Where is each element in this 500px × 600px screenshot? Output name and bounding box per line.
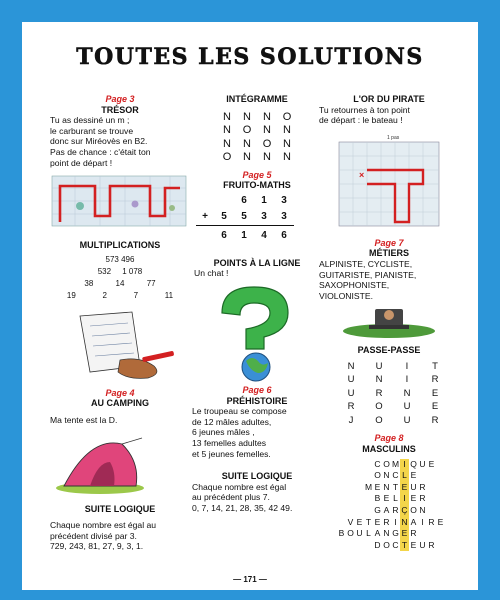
masculins-row xyxy=(319,505,459,517)
suite2-line: au précédent plus 7. xyxy=(192,492,270,503)
metiers-page: Page 7 xyxy=(374,237,404,248)
masculins-highlight-letter: E xyxy=(401,528,408,539)
masculins-letter: U xyxy=(419,539,426,550)
masculins-letter: C xyxy=(392,539,399,550)
masculins-letter: T xyxy=(365,516,372,527)
masculins-letter: R xyxy=(419,481,426,492)
integramme-cell: O xyxy=(282,110,292,123)
pyramid-row xyxy=(50,266,190,278)
paper-hand-illustration xyxy=(50,310,190,382)
metiers-line: GUITARISTE, PIANISTE, xyxy=(319,269,417,280)
pirate-map-illustration xyxy=(319,132,459,232)
suite1-line: Chaque nombre est égal au xyxy=(50,520,157,531)
masculins-letter: C xyxy=(392,470,399,481)
prehistoire-text xyxy=(192,406,322,459)
fruito-digit: 1 xyxy=(261,194,267,206)
integramme-cell: N xyxy=(263,110,271,123)
tresor-line: Pas de chance : c'était ton xyxy=(50,146,151,157)
pyramid-cell: 1 078 xyxy=(122,266,143,276)
integramme-cell: O xyxy=(222,151,232,164)
integramme-cell: N xyxy=(243,137,251,150)
suite1-text xyxy=(50,520,190,552)
points-heading: POINTS À LA LIGNE xyxy=(213,257,301,268)
masculins-letter: R xyxy=(428,539,435,550)
fruito-digit: 1 xyxy=(241,229,247,241)
masculins-highlight-letter: L xyxy=(400,470,409,482)
integramme-grid xyxy=(192,111,322,165)
masculins-letter: T xyxy=(392,481,399,492)
passe-cell: U xyxy=(403,401,411,413)
suite2-text xyxy=(192,482,322,514)
masculins-highlight-letter: T xyxy=(401,539,408,550)
passe-cell: R xyxy=(347,401,355,413)
tresor-map-illustration xyxy=(50,174,190,230)
masculins-row xyxy=(319,517,459,529)
pyramid-row xyxy=(50,278,190,290)
masculins-letter: U xyxy=(419,458,426,469)
passe-cell: N xyxy=(347,360,355,372)
integramme-cell: N xyxy=(243,110,251,123)
prehistoire-heading: PRÉHISTOIRE xyxy=(226,395,288,406)
passe-cell: R xyxy=(431,414,439,426)
or-pirate-text xyxy=(319,105,459,126)
pyramid-cell: 77 xyxy=(146,278,156,288)
passe-cell: I xyxy=(405,360,409,372)
fruito-digit: 3 xyxy=(281,194,287,206)
prehistoire-line: et 5 jeunes femelles. xyxy=(192,448,271,459)
fruito-digit: 3 xyxy=(281,210,287,222)
passe-cell: O xyxy=(375,414,383,426)
masculins-letter: E xyxy=(428,458,435,469)
pyramid-cell: 573 496 xyxy=(105,254,135,264)
pyramid-row xyxy=(50,254,190,266)
masculins-letter: N xyxy=(383,481,390,492)
tresor-page: Page 3 xyxy=(105,94,135,104)
passe-row xyxy=(337,400,459,414)
masculins-letter: E xyxy=(410,493,417,504)
or-pirate-line: de départ : le bateau ! xyxy=(319,115,403,126)
tresor-heading: TRÉSOR xyxy=(101,104,139,115)
masculins-letter: O xyxy=(383,458,390,469)
masculins-letter: V xyxy=(347,516,354,527)
tresor-line: donc sur Miréovès en B2. xyxy=(50,136,148,147)
masculins-letter: E xyxy=(383,493,390,504)
passe-cell: R xyxy=(431,374,439,386)
masculins-letter: B xyxy=(374,493,381,504)
prehistoire-line: de 12 mâles adultes, xyxy=(192,416,272,427)
multiplications-heading: MULTIPLICATIONS xyxy=(79,240,161,251)
metiers-line: ALPINISTE, CYCLISTE, xyxy=(319,258,413,269)
passe-row xyxy=(337,414,459,428)
fruito-digit: 4 xyxy=(261,229,267,241)
masculins-highlight-letter: E xyxy=(401,481,408,492)
suite2-line: 0, 7, 14, 21, 28, 35, 42 49. xyxy=(192,502,293,513)
camping-heading: AU CAMPING xyxy=(91,398,149,409)
page-number: — 171 — xyxy=(233,575,267,584)
passe-cell: E xyxy=(431,401,439,413)
masculins-row xyxy=(319,470,459,482)
passe-row xyxy=(337,387,459,401)
masculins-letter: O xyxy=(383,539,390,550)
masculins-letter: R xyxy=(428,516,435,527)
or-pirate-line: Tu retournes à ton point xyxy=(319,104,410,115)
multiplications-pyramid xyxy=(50,254,190,302)
masculins-letter: E xyxy=(410,539,417,550)
integramme-heading: INTÉGRAMME xyxy=(226,94,288,104)
pyramid-row xyxy=(50,290,190,302)
passe-cell: O xyxy=(375,401,383,413)
masculins-letter: U xyxy=(356,528,363,539)
tresor-line: Tu as dessiné un m ; xyxy=(50,115,130,126)
masculins-letter: C xyxy=(374,458,381,469)
prehistoire-line: Le troupeau se compose xyxy=(192,406,287,417)
integramme-cell: N xyxy=(263,151,271,164)
pyramid-cell: 19 xyxy=(66,290,76,300)
masculins-letter: A xyxy=(383,505,390,515)
masculins-letter: E xyxy=(374,481,381,492)
magician-illustration xyxy=(319,305,459,339)
pyramid-cell: 11 xyxy=(164,290,174,300)
passe-cell: R xyxy=(375,387,383,399)
passe-cell: U xyxy=(403,414,411,426)
fruito-row-1 xyxy=(214,193,322,209)
camping-text: Ma tente est la D. xyxy=(50,414,118,425)
integramme-row xyxy=(192,124,322,138)
masculins-letter: R xyxy=(419,493,426,504)
column-middle xyxy=(192,92,322,514)
metiers-heading: MÉTIERS xyxy=(368,248,409,259)
points-text: Un chat ! xyxy=(194,268,229,279)
solutions-sheet xyxy=(22,22,478,590)
masculins-letter: B xyxy=(338,528,345,539)
passe-cell: U xyxy=(375,360,383,372)
passe-cell: E xyxy=(431,387,439,399)
question-mark-globe-illustration xyxy=(192,283,322,383)
pyramid-cell: 532 xyxy=(97,266,112,276)
masculins-highlight-letter: I xyxy=(400,493,409,505)
fruito-addition xyxy=(202,193,322,244)
integramme-cell: N xyxy=(243,151,251,164)
passe-row xyxy=(337,360,459,374)
pyramid-cell: 2 xyxy=(102,290,107,300)
fruito-row-2 xyxy=(196,209,294,226)
masculins-letter: M xyxy=(391,458,400,469)
or-pirate-heading: L'OR DU PIRATE xyxy=(353,94,425,104)
masculins-letter: A xyxy=(410,516,417,527)
passe-heading: PASSE-PASSE xyxy=(357,345,421,356)
masculins-letter: O xyxy=(374,470,381,481)
page-title: TOUTES LES SOLUTIONS xyxy=(76,44,424,70)
integramme-cell: N xyxy=(223,110,231,123)
fruito-digit: 5 xyxy=(221,210,227,222)
column-right xyxy=(319,92,459,551)
fruito-result xyxy=(214,228,322,244)
tresor-text xyxy=(50,115,190,168)
suite1-heading: SUITE LOGIQUE xyxy=(84,503,156,514)
passe-cell: U xyxy=(347,387,355,399)
passe-cell: N xyxy=(403,387,411,399)
passe-grid xyxy=(337,360,459,428)
masculins-letter: G xyxy=(392,528,399,539)
fruito-page: Page 5 xyxy=(242,169,272,180)
masculins-letter: R xyxy=(383,516,390,527)
masculins-letter: E xyxy=(374,516,381,527)
masculins-letter: A xyxy=(374,528,381,539)
integramme-row xyxy=(192,111,322,125)
masculins-highlight-letter: N xyxy=(401,516,408,527)
masculins-letter: R xyxy=(410,528,417,539)
integramme-cell: N xyxy=(283,137,291,150)
passe-row xyxy=(337,373,459,387)
metiers-line: SAXOPHONISTE, xyxy=(319,280,390,291)
prehistoire-line: 6 jeunes mâles , xyxy=(192,427,255,438)
masculins-letter: L xyxy=(366,528,371,539)
fruito-digit: 6 xyxy=(281,229,287,241)
masculins-letter: N xyxy=(383,528,390,539)
integramme-cell: O xyxy=(262,137,272,150)
metiers-line: VIOLONISTE. xyxy=(319,290,373,301)
fruito-digit: 5 xyxy=(241,210,247,222)
suite2-heading: SUITE LOGIQUE xyxy=(221,471,293,482)
fruito-operator: + xyxy=(202,210,208,222)
masculins-letter: R xyxy=(392,505,399,515)
fruito-digit: 6 xyxy=(241,194,247,206)
tent-illustration xyxy=(50,432,190,496)
masculins-letter: E xyxy=(356,516,363,527)
prehistoire-line: 13 femelles adultes xyxy=(192,437,267,448)
masculins-letter: N xyxy=(419,505,426,515)
integramme-cell: N xyxy=(283,124,291,137)
passe-cell: N xyxy=(375,374,383,386)
masculins-letter: O xyxy=(410,505,417,515)
map-scale-label: 1 pas xyxy=(387,134,400,141)
masculins-row xyxy=(319,493,459,505)
passe-cell: T xyxy=(432,360,438,372)
masculins-letter: D xyxy=(374,539,381,550)
masculins-letter: Q xyxy=(410,458,417,469)
masculins-letter: I xyxy=(421,516,424,527)
masculins-grid xyxy=(319,459,459,552)
integramme-cell: N xyxy=(263,124,271,137)
pyramid-cell: 14 xyxy=(115,278,125,288)
integramme-cell: N xyxy=(283,151,291,164)
passe-cell: U xyxy=(347,374,355,386)
masculins-letter: O xyxy=(347,528,354,539)
masculins-letter: E xyxy=(410,470,417,481)
integramme-cell: N xyxy=(223,137,231,150)
masculins-letter: E xyxy=(437,516,444,527)
masculins-letter: L xyxy=(393,493,398,504)
masculins-row xyxy=(319,459,459,471)
column-left xyxy=(50,92,190,552)
prehistoire-page: Page 6 xyxy=(242,384,272,395)
integramme-cell: O xyxy=(242,124,252,137)
masculins-heading: MASCULINS xyxy=(362,444,416,455)
passe-cell: I xyxy=(405,374,409,386)
map-cross-mark: × xyxy=(359,169,365,180)
masculins-page: Page 8 xyxy=(374,433,404,444)
masculins-letter: I xyxy=(394,516,397,527)
metiers-text xyxy=(319,259,459,301)
masculins-highlight-letter: I xyxy=(400,459,409,471)
tresor-line: point de départ ! xyxy=(50,157,113,168)
masculins-row xyxy=(319,482,459,494)
fruito-digit: 6 xyxy=(221,229,227,241)
tresor-line: le carburant se trouve xyxy=(50,125,134,136)
masculins-highlight-letter: Ç xyxy=(401,505,408,515)
integramme-row xyxy=(192,138,322,152)
fruito-digit: 3 xyxy=(261,210,267,222)
masculins-letter: G xyxy=(374,505,381,515)
suite2-line: Chaque nombre est égal xyxy=(192,481,287,492)
fruito-heading: FRUITO-MATHS xyxy=(223,180,291,191)
integramme-cell: N xyxy=(223,124,231,137)
masculins-row xyxy=(319,540,459,552)
masculins-row xyxy=(319,528,459,540)
suite1-line: 729, 243, 81, 27, 9, 3, 1. xyxy=(50,541,144,552)
masculins-letter: N xyxy=(383,470,390,481)
passe-cell: J xyxy=(348,414,354,426)
masculins-letter: U xyxy=(410,481,417,492)
suite1-line: précédent divisé par 3. xyxy=(50,530,137,541)
masculins-letter: M xyxy=(364,481,373,492)
pyramid-cell: 7 xyxy=(133,290,139,300)
integramme-row xyxy=(192,151,322,165)
pyramid-cell: 38 xyxy=(84,278,94,288)
camping-page: Page 4 xyxy=(105,387,135,398)
